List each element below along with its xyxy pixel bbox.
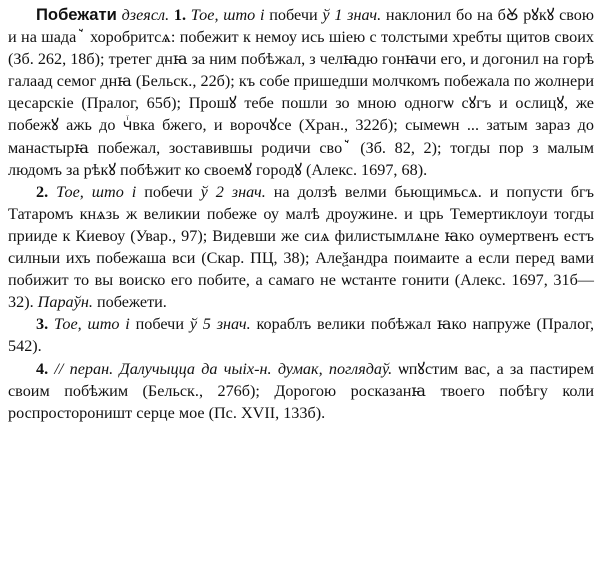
sense-gloss: Тое, што і	[56, 182, 137, 201]
dictionary-entry	[8, 4, 594, 424]
sense-1	[8, 4, 594, 181]
sense-ref: побечи	[144, 182, 193, 201]
sense-number: 1.	[173, 6, 187, 24]
sense-number: 4.	[36, 359, 49, 378]
sense-citation: кораблъ велики побѣжал ꙗко напруже (Пралог, 542).	[8, 315, 595, 356]
sense-ref-meaning: ў 5 знач.	[189, 315, 251, 334]
sense-number: 2.	[36, 182, 49, 201]
headword: Побежати	[36, 5, 117, 24]
sense-citation: на долзѣ велми бьющимьсѧ. и попусти бгъ Татаромъ кнѧзь ж великии побеже оу малѣ дроужине. и црь Темертиклоуи тогды прииде к Киевоу (Увар., 97); Видевши же сиѧ филистымлѧне ꙗко оумертвенъ естъ силныи ихъ побежаша вси (Скар. ПЦ, 38); Алеѯандра поимаите а если перед вами побижит то вы воиско его побите, а самаго не ѡстанте гонити (Алекс. 1697, 31б—32).	[8, 182, 595, 312]
sense-gloss: Тое, што і	[190, 6, 265, 24]
sense-ref: побечи	[269, 6, 318, 24]
compare-label: Параўн.	[37, 293, 93, 312]
sense-4	[8, 358, 594, 424]
sense-gloss: // перан. Далучыцца да чыіх-н. думак, поглядаў.	[54, 359, 393, 378]
sense-citation: наклонил бо на бꙊ рꙋкꙋ свою и на шадаꙿ хоробритсѧ: побежит к немоу ись шіею с толстыми хребты щитов своих (Зб. 262, 18б); третег днꙗ за ним побѣжал, з челꙗдю гонꙗчи его, и догонил на горѣ галаад семог днꙗ (Бельск., 22б); къ собе пришедши молчкомъ побежала по жолнери цесарскіе (Пралог, 65б); Прошꙋ тебе пошли зо мною одногѡ сꙋгъ и ослицꙋ, же побежꙋ ажь до чꙶвка бжего, и ворочꙋсе (Хран., 322б); сымеѡн ... затым зараз до манастырꙗ побежал, зоставившы родичи своꙿ (Зб. 82, 2); тогды пор з малым людомъ за рѣкꙋ побѣжит ко своемꙋ городꙋ (Алекс. 1697, 68).	[8, 6, 594, 179]
compare-target: побежети.	[96, 293, 167, 312]
sense-gloss: Тое, што і	[53, 315, 130, 334]
sense-citation: ѡпꙋстим вас, а за пастирем своим побѣжим (Бельск., 276б); Дорогою росказанꙗ твоего побѣгу коли роспростороништ серце мое (Пс. XVII, 133б).	[8, 359, 595, 422]
sense-ref-meaning: ў 1 знач.	[322, 6, 382, 24]
sense-ref: побечи	[135, 315, 184, 334]
sense-number: 3.	[36, 315, 49, 334]
part-of-speech: дзеясл.	[121, 6, 170, 24]
sense-3	[8, 313, 594, 357]
sense-ref-meaning: ў 2 знач.	[200, 182, 266, 201]
sense-2	[8, 181, 594, 314]
